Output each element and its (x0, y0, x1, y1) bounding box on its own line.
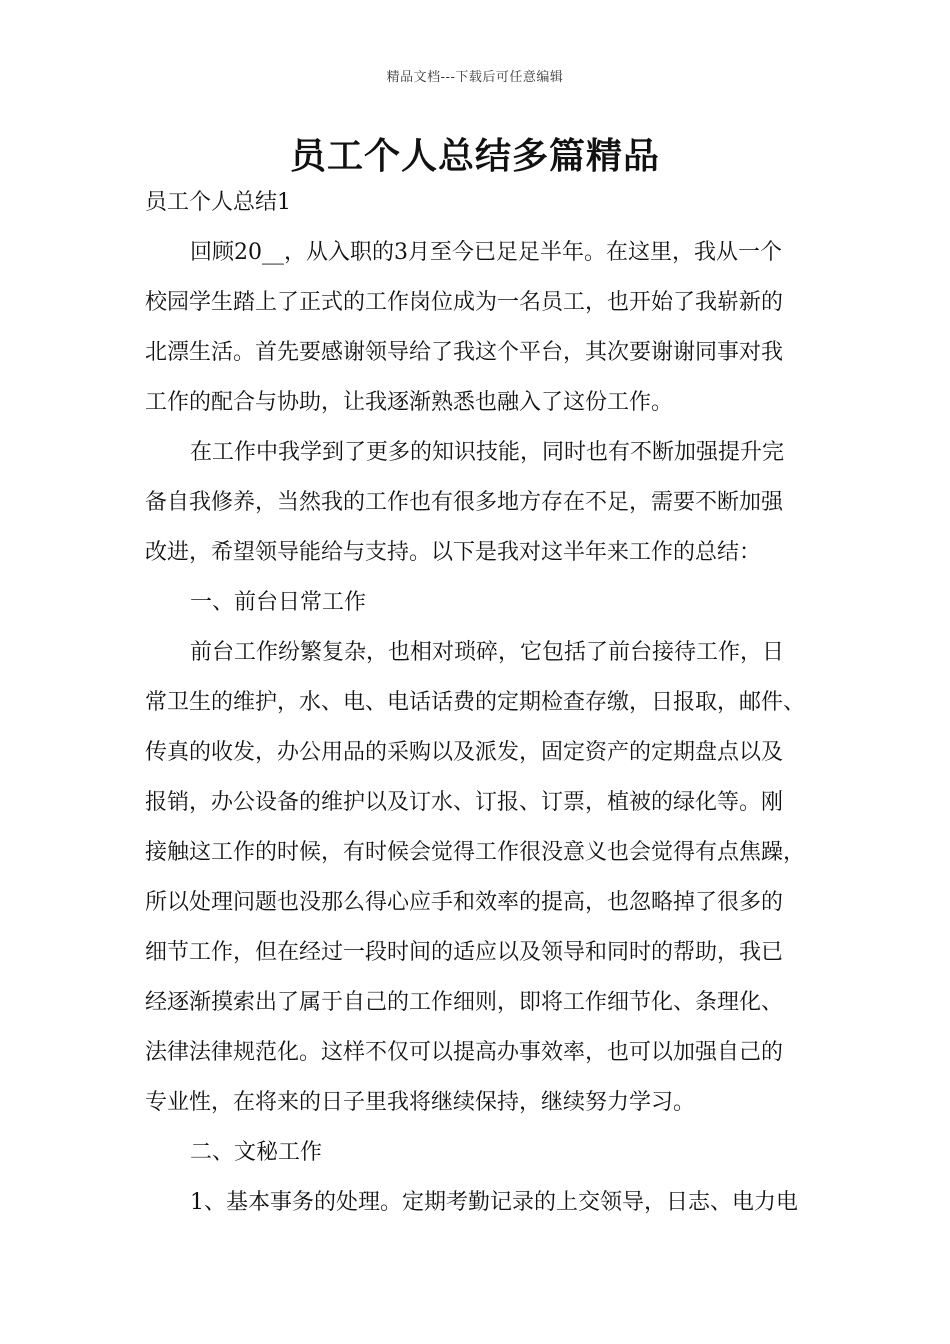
paragraph-line: 所以处理问题也没那么得心应手和效率的提高，也忽略掉了很多的 (145, 890, 784, 915)
paragraph-line: 北漂生活。首先要感谢领导给了我这个平台，其次要谢谢同事对我 (145, 340, 784, 365)
document-body (145, 178, 825, 1228)
paragraph-line: 校园学生踏上了正式的工作岗位成为一名员工，也开始了我崭新的 (145, 290, 784, 315)
paragraph-line: 备自我修养，当然我的工作也有很多地方存在不足，需要不断加强 (145, 490, 784, 515)
paragraph-line: 在工作中我学到了更多的知识技能，同时也有不断加强提升完 (190, 440, 785, 465)
paragraph-line: 工作的配合与协助，让我逐渐熟悉也融入了这份工作。 (145, 390, 674, 415)
paragraph-line: 专业性，在将来的日子里我将继续保持，继续努力学习。 (145, 1090, 696, 1115)
paragraph-line: 经逐渐摸索出了属于自己的工作细则，即将工作细节化、条理化、 (145, 990, 784, 1015)
paragraph-line: 常卫生的维护，水、电、电话话费的定期检查存缴，日报取，邮件、 (145, 690, 806, 715)
paragraph-line: 前台工作纷繁复杂，也相对琐碎，它包括了前台接待工作，日 (190, 640, 785, 665)
paragraph-line: 报销，办公设备的维护以及订水、订报、订票，植被的绿化等。刚 (145, 790, 784, 815)
paragraph-line: 法律法律规范化。这样不仅可以提高办事效率，也可以加强自己的 (145, 1040, 784, 1065)
paragraph-line: 传真的收发，办公用品的采购以及派发，固定资产的定期盘点以及 (145, 740, 784, 765)
paragraph-line: 改进，希望领导能给与支持。以下是我对这半年来工作的总结： (145, 540, 762, 565)
paragraph-line: 接触这工作的时候，有时候会觉得工作很没意义也会觉得有点焦躁， (145, 840, 806, 865)
subsection-heading: 二、文秘工作 (190, 1140, 323, 1165)
paragraph-line: 1、基本事务的处理。定期考勤记录的上交领导，日志、电力电 (190, 1190, 798, 1215)
paragraph-line: 回顾20__，从入职的3月至今已足足半年。在这里，我从一个 (190, 240, 782, 265)
section-heading: 员工个人总结1 (145, 190, 291, 215)
subsection-heading: 一、前台日常工作 (190, 590, 367, 615)
header-note: 精品文档---下载后可任意编辑 (386, 70, 564, 85)
document-title: 员工个人总结多篇精品 (289, 135, 660, 177)
paragraph-line: 细节工作，但在经过一段时间的适应以及领导和同时的帮助，我已 (145, 940, 784, 965)
